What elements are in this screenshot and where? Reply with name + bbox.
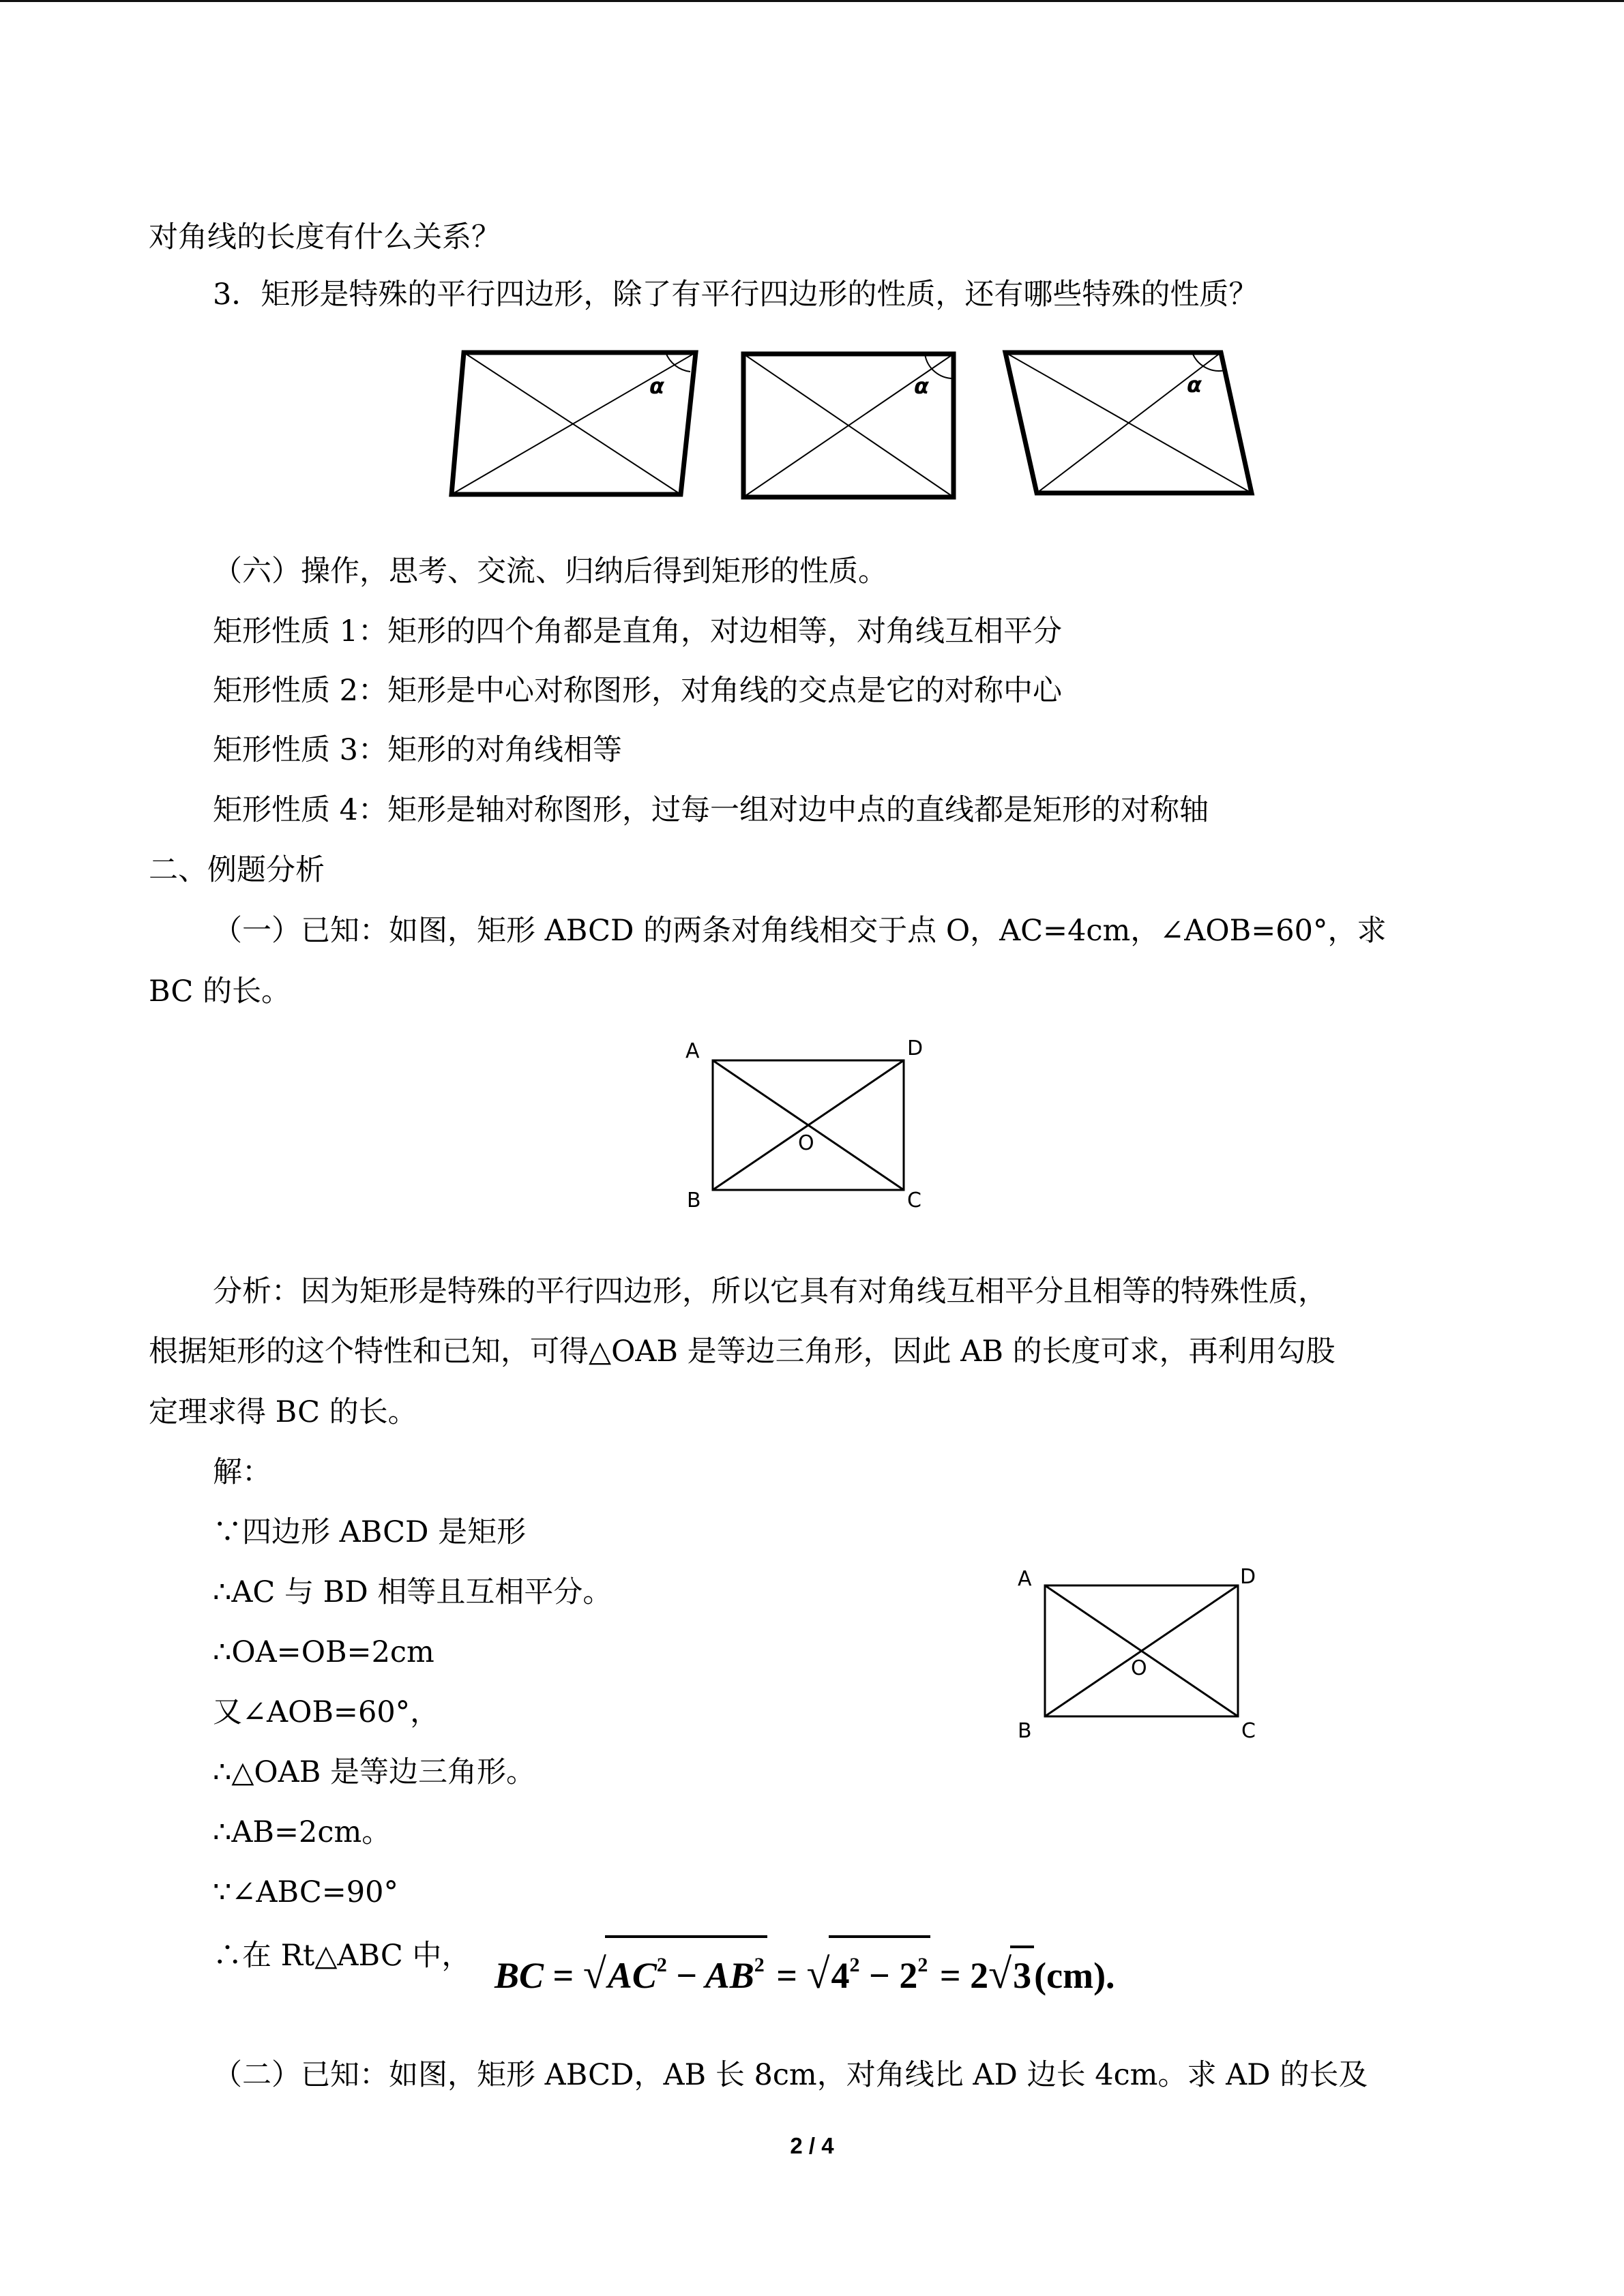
solution-step-3: ∴OA=OB=2cm <box>213 1635 434 1669</box>
page-top-border <box>0 0 1624 2</box>
vertex-label-a: A <box>1018 1567 1032 1591</box>
solution-step-8: ∴在 Rt△ABC 中， <box>213 1939 471 1973</box>
solution-label: 解： <box>213 1455 271 1489</box>
vertex-label-b: B <box>687 1189 701 1212</box>
property-2: 矩形性质 2：矩形是中心对称图形，对角线的交点是它的对称中心 <box>213 674 1063 708</box>
formula-coefficient: 2 <box>970 1955 989 1996</box>
vertex-label-c: C <box>1241 1719 1256 1743</box>
vertex-label-a: A <box>685 1039 700 1063</box>
parallelogram-figures <box>437 344 1269 522</box>
center-label-o: O <box>798 1131 814 1155</box>
vertex-label-c: C <box>907 1189 921 1212</box>
property-3: 矩形性质 3：矩形的对角线相等 <box>213 733 623 767</box>
formula-equals: = <box>552 1955 574 1996</box>
radicand-2: $4^2 - 2^2$ <box>829 1935 931 2003</box>
question-3: 3．矩形是特殊的平行四边形，除了有平行四边形的性质，还有哪些特殊的性质？ <box>213 278 1258 312</box>
example-1-line-1: （一）已知：如图，矩形 ABCD 的两条对角线相交于点 O，AC=4cm，∠AOB=60°，求 <box>213 914 1387 948</box>
analysis-line-3: 定理求得 BC 的长。 <box>149 1395 417 1429</box>
radicand-1: $AC^2 - AB^2$ <box>605 1935 767 2003</box>
angle-label: α <box>1187 372 1202 398</box>
solution-step-5: ∴△OAB 是等边三角形。 <box>213 1755 535 1789</box>
sqrt-sign: √ <box>806 1951 830 1997</box>
vertex-label-b: B <box>1018 1719 1032 1743</box>
solution-step-7: ∵∠ABC=90° <box>213 1875 398 1909</box>
angle-label: α <box>914 373 929 399</box>
property-1: 矩形性质 1：矩形的四个角都是直角，对边相等，对角线互相平分 <box>213 614 1063 648</box>
sqrt-sign: √ <box>988 1951 1012 1997</box>
section-2-heading: 二、例题分析 <box>149 853 325 887</box>
example-1-line-2: BC 的长。 <box>149 974 291 1009</box>
pythagorean-formula <box>494 1935 1115 1997</box>
formula-unit: (cm). <box>1034 1955 1115 1996</box>
formula-lhs: BC <box>494 1955 544 1996</box>
vertex-label-d: D <box>1240 1565 1256 1589</box>
solution-step-1: ∵四边形 ABCD 是矩形 <box>213 1515 527 1549</box>
solution-step-2: ∴AC 与 BD 相等且互相平分。 <box>213 1575 612 1609</box>
section-6-heading: （六）操作，思考、交流、归纳后得到矩形的性质。 <box>213 554 887 588</box>
vertex-label-d: D <box>907 1037 924 1060</box>
angle-label: α <box>649 373 664 399</box>
formula-equals: = <box>939 1955 961 1996</box>
analysis-line-1: 分析：因为矩形是特殊的平行四边形，所以它具有对角线互相平分且相等的特殊性质， <box>213 1274 1327 1309</box>
text-line: 对角线的长度有什么关系？ <box>149 220 501 254</box>
solution-step-6: ∴AB=2cm。 <box>213 1815 392 1849</box>
page-number: 2 / 4 <box>790 2133 834 2158</box>
example-2-line-1: （二）已知：如图，矩形 ABCD，AB 长 8cm，对角线比 AD 边长 4cm。求 AD 的长及 <box>213 2058 1368 2092</box>
formula-equals: = <box>776 1955 798 1996</box>
rectangle-abcd-figure <box>679 1033 938 1210</box>
rectangle-abcd-figure-2 <box>1009 1562 1269 1742</box>
solution-step-4: 又∠AOB=60°， <box>213 1695 440 1729</box>
radicand-3: 3 <box>1010 1945 1034 2003</box>
sqrt-sign: √ <box>582 1951 606 1997</box>
property-4: 矩形性质 4：矩形是轴对称图形，过每一组对边中点的直线都是矩形的对称轴 <box>213 793 1209 827</box>
analysis-line-2: 根据矩形的这个特性和已知，可得△OAB 是等边三角形，因此 AB 的长度可求，再利用勾股 <box>149 1335 1335 1369</box>
center-label-o: O <box>1131 1656 1147 1680</box>
